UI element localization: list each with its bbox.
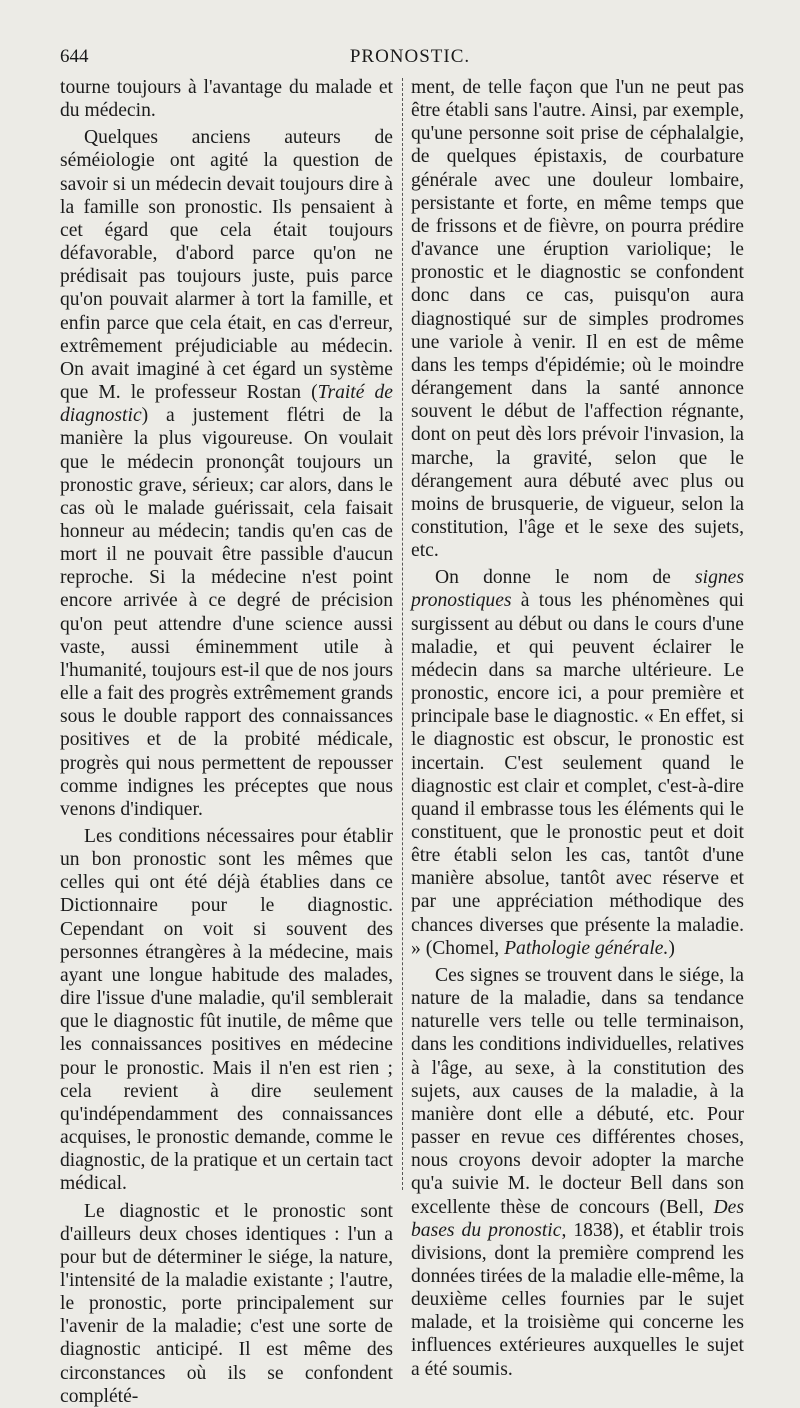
paragraph: tourne toujours à l'avantage du malade et du médecin.	[60, 77, 393, 122]
paragraph: Ces signes se trouvent dans le siége, la nature de la maladie, dans sa tendance naturelle vers telle ou telle terminaison, dans les conditions individuelles, relatives à l'âge, au sexe, à la constitution des sujets, aux causes de la maladie, à la manière dont elle a débuté, etc. Pour passer en revue ces différentes choses, nous croyons devoir adopter la marche qu'a suivie M. le docteur Bell dans son excellente thèse de concours (Bell, Des bases du pronostic, 1838), et établir trois divisions, dont la première comprend les données tirées de la maladie elle-même, la deuxième celles fournies par le sujet malade, et la troisième qui concerne les influences extérieures auxquelles le sujet a été soumis.	[411, 964, 745, 1380]
page-header	[60, 46, 760, 70]
paragraph: Quelques anciens auteurs de séméiologie ont agité la question de savoir si un médecin devait toujours dire à la famille son pronostic. Ils pensaient à cet égard que cela était toujours défavorable, d'abord parce qu'on ne prédisait pas toujours juste, puis parce qu'on pouvait alarmer à tort la famille, et enfin parce que cela était, en cas d'erreur, extrêmement préjudiciable au médecin. On avait imaginé à cet égard un système que M. le professeur Rostan (Traité de diagnostic) a justement flétri de la manière la plus vigoureuse. On voulait que le médecin prononçât toujours un pronostic grave, sérieux; car alors, dans le cas où le malade guérissait, cela faisait honneur au médecin; tandis qu'en cas de mort il ne pouvait être passible d'aucun reproche. Si la médecine n'est point encore arrivée à ce degré de précision qu'on peut attendre d'une science aussi vaste, aussi éminemment utile à l'humanité, toujours est-il que de nos jours elle a fait des progrès extrêmement grands sous le double rapport des connaissances positives et de la probité médicale, progrès qui nous permettent de repousser comme indignes les préceptes que nous venons d'indiquer.	[60, 127, 394, 820]
right-column	[411, 76, 744, 1381]
left-column	[60, 76, 393, 1408]
paragraph: On donne le nom de signes pronostiques à tous les phénomènes qui surgissent au début ou dans le cours d'une maladie, et qui peuvent éclairer le médecin dans sa marche ultérieure. Le pronostic, encore ici, a pour première et principale base le diagnostic. « En effet, si le diagnostic est obscur, le pronostic est incertain. C'est seulement quand le diagnostic est clair et complet, c'est-à-dire quand il embrasse tous les éléments qui le constituent, que le pronostic peut et doit être établi selon les cas, tantôt d'une manière absolue, tantôt avec réserve et par une appréciation méthodique des chances diverses que présente la maladie. » (Chomel, Pathologie générale.)	[411, 567, 744, 959]
running-title: PRONOSTIC.	[349, 46, 471, 67]
paragraph: Le diagnostic et le pronostic sont d'ailleurs deux choses identiques : l'un a pour but de déterminer le siége, la nature, l'intensité de la maladie existante ; l'autre, le pronostic, porte principalement sur l'avenir de la maladie; c'est une sorte de diagnostic anticipé. Il est même des circonstances où ils se confondent complété-	[60, 1200, 393, 1407]
paragraph: ment, de telle façon que l'un ne peut pas être établi sans l'autre. Ainsi, par exemple, qu'une personne soit prise de céphalalgie, de quelques épistaxis, de courbature générale avec une douleur lombaire, persistante et forte, en même temps que de frissons et de fièvre, on pourra prédire d'avance une éruption variolique; le pronostic et le diagnostic se confondent donc dans ce cas, puisqu'on aura diagnostiqué sur de simples prodromes une variole à venir. Il en est de même dans les temps d'épidémie; où le moindre dérangement dans la santé annonce souvent le début de l'affection régnante, dont on peut dès lors prévoir l'invasion, la marche, la gravité, selon que le dérangement aura débuté avec plus ou moins de brusquerie, de vigueur, selon la constitution, l'âge et le sexe des sujets, etc.	[411, 77, 744, 562]
page-number: 644	[60, 46, 89, 67]
paragraph: Les conditions nécessaires pour établir un bon pronostic sont les mêmes que celles qui ont été déjà établies dans ce Dictionnaire pour le diagnostic. Cependant on voit si souvent des personnes étrangères à la médecine, mais ayant une longue habitude des malades, dire l'issue d'une maladie, qu'il semblerait que le diagnostic fût inutile, de même que les connaissances positives en médecine pour le pronostic. Mais il n'en est rien ; cela revient à dire seulement qu'indépendamment des connaissances acquises, le pronostic demande, comme le diagnostic, de la pratique et un certain tact médical.	[60, 826, 393, 1195]
column-divider	[402, 78, 403, 1190]
